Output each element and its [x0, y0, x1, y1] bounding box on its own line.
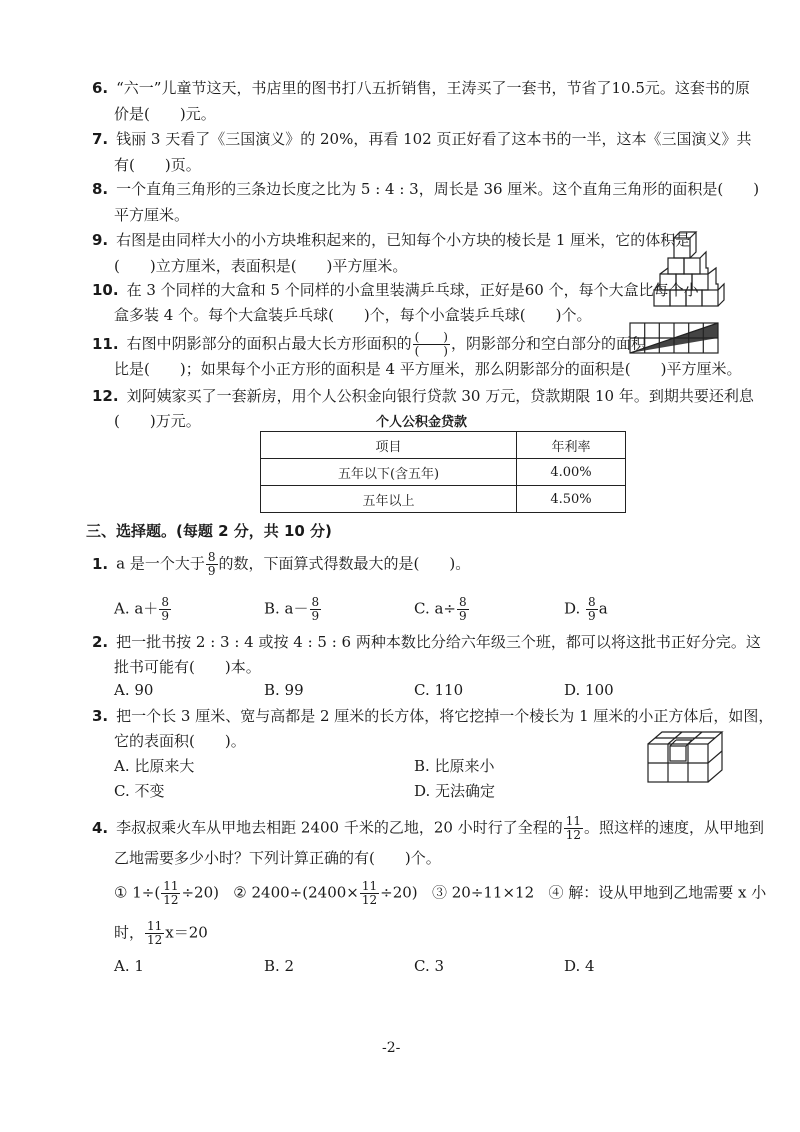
- option-c[interactable]: C. 不变: [114, 782, 165, 800]
- option-c[interactable]: C. 110: [414, 681, 464, 699]
- question-8-line2: 平方厘米。: [114, 206, 190, 224]
- table-row: [261, 459, 626, 486]
- question-9-line2: ( )立方厘米，表面积是( )平方厘米。: [114, 257, 408, 275]
- table-cell: 五年以上: [261, 486, 517, 513]
- option-c[interactable]: C. a÷ $\frac{8}{9}$: [414, 595, 467, 623]
- table-header: 年利率: [517, 432, 626, 459]
- question-9: 9. 右图是由同样大小的小方块堆积起来的，已知每个小方块的棱长是 1 厘米，它的体积是: [92, 231, 691, 249]
- cuboid-figure: [644, 726, 732, 786]
- choice-question-1: 1. a 是一个大于 $\frac{8}{9}$ 的数，下面算式得数最大的是( )。: [92, 550, 471, 578]
- question-10: 10. 在 3 个同样的大盒和 5 个同样的小盒里装满乒乓球，正好是60 个，每个大盒比每个小: [92, 281, 699, 299]
- question-11: 11. 右图中阴影部分的面积占最大长方形面积的 $\frac{( )}{( )}$ ，阴影部分和空白部分的面积: [92, 330, 646, 358]
- option-d[interactable]: D. 无法确定: [414, 782, 496, 800]
- choice-question-2: 2. 把一批书按 2 : 3 : 4 或按 4 : 5 : 6 两种本数比分给六年级三个班，都可以将这批书正好分完。这: [92, 633, 761, 651]
- question-10-line2: 盒多装 4 个。每个大盒装乒乓球( )个，每个小盒装乒乓球( )个。: [114, 306, 592, 324]
- table-cell: 五年以下(含五年): [261, 459, 517, 486]
- question-7: 7. 钱丽 3 天看了《三国演义》的 20%，再看 102 页正好看了这本书的一半，这本《三国演义》共: [92, 130, 752, 148]
- choice-question-4-line2: 乙地需要多少小时？下列计算正确的有( )个。: [114, 849, 441, 867]
- table-row: [261, 486, 626, 513]
- choice-question-2-line2: 批书可能有( )本。: [114, 658, 261, 676]
- option-a[interactable]: A. 比原来大: [114, 757, 195, 775]
- table-cell: 4.50%: [517, 486, 626, 513]
- option-d[interactable]: D. 4: [564, 957, 595, 975]
- question-8: 8. 一个直角三角形的三条边长度之比为 5 : 4 : 3，周长是 36 厘米。这个直角三角形的面积是( ): [92, 180, 760, 198]
- question-12: 12. 刘阿姨家买了一套新房，用个人公积金向银行贷款 30 万元，贷款期限 10 年。到期共要还利息: [92, 387, 754, 405]
- loan-rate-table: [260, 431, 626, 513]
- option-a[interactable]: A. a＋ $\frac{8}{9}$: [114, 595, 169, 623]
- blank-fraction: $\frac{( )}{( )}$: [414, 330, 448, 358]
- option-b[interactable]: B. a－ $\frac{8}{9}$: [264, 595, 320, 623]
- choice-question-4-line4: 时， $\frac{11}{12}$ x＝20: [114, 919, 208, 947]
- option-b[interactable]: B. 99: [264, 681, 304, 699]
- choice-question-3: 3. 把一个长 3 厘米、宽与高都是 2 厘米的长方体，将它挖掉一个棱长为 1 厘米的小正方体后，如图，: [92, 707, 774, 725]
- option-b[interactable]: B. 2: [264, 957, 295, 975]
- table-caption: 个人公积金贷款: [376, 415, 468, 430]
- page-number: -2-: [382, 1040, 401, 1056]
- choice-question-3-line2: 它的表面积( )。: [114, 732, 246, 750]
- question-7-line2: 有( )页。: [114, 156, 201, 174]
- question-12-line2: ( )万元。: [114, 412, 201, 430]
- option-a[interactable]: A. 1: [114, 957, 144, 975]
- shaded-grid-figure: [628, 321, 720, 355]
- question-6-line2: 价是( )元。: [114, 105, 216, 123]
- section-title: 三、选择题。(每题 2 分，共 10 分): [86, 522, 332, 540]
- option-d[interactable]: D. $\frac{8}{9}$ a: [564, 595, 608, 623]
- question-11-line2: 比是( )；如果每个小正方形的面积是 4 平方厘米，那么阴影部分的面积是( )平方厘米。: [114, 360, 742, 378]
- choice-question-4-methods: ① 1÷( $\frac{11}{12}$ ÷20) ② 2400÷(2400× $\frac{11}{12}$ ÷20) ③ 20÷11×12 ④ 解：设从甲地到乙地需要 x 小: [114, 879, 767, 907]
- table-cell: 4.00%: [517, 459, 626, 486]
- question-6: 6. “六一”儿童节这天，书店里的图书打八五折销售，王涛买了一套书，节省了10.5元。这套书的原: [92, 79, 750, 97]
- option-b[interactable]: B. 比原来小: [414, 757, 495, 775]
- table-header: 项目: [261, 432, 517, 459]
- option-a[interactable]: A. 90: [114, 681, 154, 699]
- option-d[interactable]: D. 100: [564, 681, 614, 699]
- option-c[interactable]: C. 3: [414, 957, 445, 975]
- choice-question-4: 4. 李叔叔乘火车从甲地去相距 2400 千米的乙地，20 小时行了全程的 $\frac{11}{12}$ 。照这样的速度，从甲地到: [92, 814, 765, 842]
